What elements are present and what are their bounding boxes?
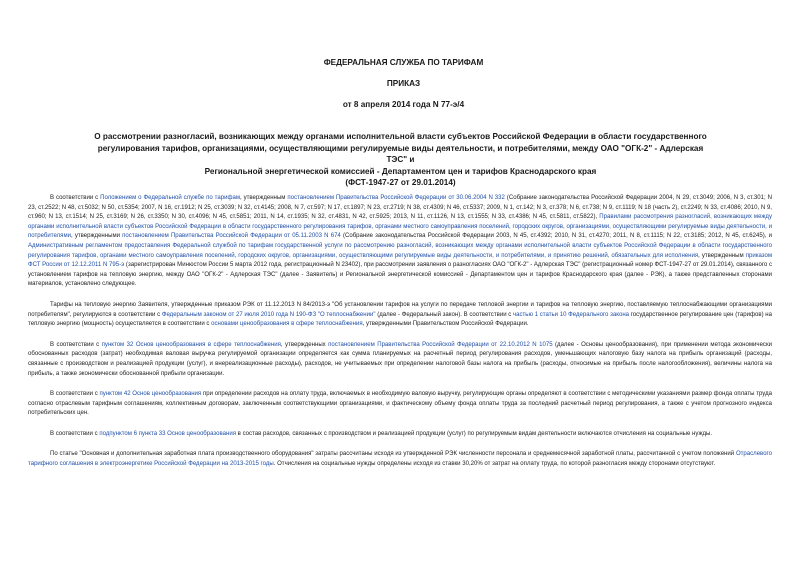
title-line: О рассмотрении разногласий, возникающих между органами исполнительной власти субъектов Российской Федерации в области государственного [94, 132, 707, 141]
text-run: В соответствии с [50, 341, 102, 348]
text-run: , утвержденных [280, 341, 329, 348]
title-line: регулирования тарифов, организациями, осуществляющими регулируемые виды деятельности, и потребителями, между ОАО "ОГК-2" - Адлерская ТЭС" и [97, 143, 704, 165]
link-admin-regulation[interactable]: Административным регламентом предоставления Федеральной службой по тарифам государственной услуги по рассмотрению разногласий, возникающих между органами исполнительной власти субъектов Российской Федерации в области государственного регулирования тарифов, органами местного самоуправления поселений, городских округов, организациями, осуществляющими регулируемые виды деятельности, и потребителями, и принятию решений, обязательных для исполнения [28, 242, 772, 259]
organization-heading: ФЕДЕРАЛЬНАЯ СЛУЖБА ПО ТАРИФАМ [323, 58, 484, 67]
text-run: В соответствии с [50, 195, 101, 201]
paragraph-5 [28, 430, 772, 440]
text-run: , утвержденными Правительством Российской Федерации. [362, 321, 529, 328]
link-subpoint-6-point-33[interactable]: подпунктом 6 пункта 33 Основ ценообразования [99, 430, 236, 437]
link-regulation-fst[interactable]: Положением о Федеральной службе по тарифам [100, 195, 240, 201]
link-order-795[interactable]: приказом ФСТ России от 12.12.2011 N 795-э [28, 252, 773, 269]
paragraph-4 [28, 390, 772, 419]
link-dispute-rules[interactable]: Правилами рассмотрения разногласий, возникающих между органами исполнительной власти субъектов Российской Федерации в области государственного регулирования тарифов, органами местного самоуправления поселений, городских округов, организациями, осуществляющими регулируемые виды деятельности, и потребителями [28, 214, 772, 240]
document-body [28, 194, 772, 481]
text-run: , утвержденным [698, 252, 746, 259]
document-type-heading: ПРИКАЗ [386, 79, 421, 88]
paragraph-1 [28, 194, 772, 290]
text-run: . Отчисления на социальные нужды определены исходя из ставки 30,20% от затрат на оплату труда, по которой разногласия между сторонами отсутствуют. [273, 461, 716, 468]
link-industry-tariff-agreement[interactable]: Отраслевого тарифного соглашения в электроэнергетике Российской Федерации на 2013-2015 годы [28, 451, 772, 468]
paragraph-2 [28, 301, 772, 330]
title-line: Региональной энергетической комиссией - Департаментом цен и тарифов Краснодарского края [204, 166, 597, 176]
title-line: (ФСТ-1947-27 от 29.01.2014) [345, 178, 456, 188]
text-run: По статье "Основная и дополнительная заработная плата производственного оборудования" затраты рассчитаны исходя из утвержденной РЭК численности персонала и среднемесячной заработной платы, рассчитанной с учетом положений [50, 451, 736, 458]
text-run: (Собрание законодательства Российской Федерации 2004, N 29, ст.3049; 2006, N 3, ст.301; N 23, ст.2522; N 48, ст.5032; N 50, ст.5354; 2007, N 16, ст.1912; N 25, ст.3039; N 32, ст.4145; 2008, N 7, ст.597; N 17, ст.1897; N 23, ст.2719; N 38, ст.4309; N 46, ст.5337; 2009, N 1, ст.142; N 3, ст.378; N 6, ст.738; N 9, ст.1119; N 18 (часть 2), ст.2249; N 33, ст.4086; 2010, N 9, ст.960; N 13, ст.1514; N 25, ст.3169; N 26, ст.3350; N 30, ст.4096; N 45, ст.5851; 2011, N 14, ст.1935; N 32, ст.4831, N 42, ст.5925; 2013, N 11, ст.1126, N 13, ст.1555; N 33, ст.4386; N 45, ст.5811, ст.5822), [28, 195, 772, 221]
text-run: , утвержденным [239, 195, 288, 201]
text-run: , утвержденными [70, 233, 123, 240]
text-run: при определении расходов на оплату труда, включаемых в необходимую валовую выручку, регулирующие органы определяют в соответствии с методическими указаниями размер фонда оплаты труда согласно отраслевым тарифным соглашениям, коллективным договорам, заключенным соответствующими организациями, и фактическому объему фонда оплаты труда за последний расчетный период регулирования, а также с учетом прогнозного индекса потребительских цен. [28, 391, 772, 417]
text-run: (далее - Основы ценообразования), при применении метода экономически обоснованных расходов (затрат) необходимая валовая выручка регулируемой организации определяется как сумма планируемых на расчетный период регулирования расходов, уменьшающих налоговую базу налога на прибыль организаций (расходы, связанные с производством и реализацией продукции (услуг), и внереализационные расходы), расходов, не учитываемых при определении налоговой базы налога на прибыль (расходы, относимые на прибыль после налогообложения), величины налога на прибыль, а также экономически обоснованной прибыли организации. [28, 341, 772, 377]
link-article-10[interactable]: частью 1 статьи 10 Федерального закона [513, 311, 630, 318]
paragraph-3 [28, 341, 772, 379]
link-decree-674[interactable]: постановлением Правительства Российской Федерации от 05.11.2003 N 674 [122, 233, 341, 240]
link-pricing-basics[interactable]: основами ценообразования в сфере теплоснабжения [211, 321, 363, 328]
document-date-number: от 8 апреля 2014 года N 77-э/4 [342, 100, 465, 109]
text-run: В соответствии с [50, 391, 100, 398]
text-run: (далее - Федеральный закон). В соответствии с [375, 311, 513, 318]
text-run: в состав расходов, связанных с производством и реализацией продукции (услуг) по регулируемым видам деятельности включаются отчисления на социальные нужды. [236, 430, 713, 437]
text-run: (зарегистрирован Минюстом России 5 марта 2012 года, регистрационный N 23402), при рассмотрении заявления о разногласиях ОАО "ОГК-2" - Адлерская ТЭС" (регистрационный номер ФСТ-1947-27 от 29.01.2014), связанного с установлением тарифов на тепловую энергию, между ОАО "ОГК-2" - Адлерская ТЭС" (далее - Заявитель) и Региональной энергетической комиссией - Департаментом цен и тарифов Краснодарского края (далее - РЭК), а также представленных сторонами материалов, установлено следующее. [28, 262, 772, 288]
paragraph-6 [28, 450, 772, 469]
link-decree-1075[interactable]: постановлением Правительства Российской Федерации от 22.10.2012 N 1075 [328, 341, 553, 348]
text-run: Тарифы на тепловую энергию Заявителя, утвержденные приказом РЭК от 11.12.2013 N 84/2013-э "Об установлении тарифов на услуги по передаче тепловой энергии и тарифов на тепловую энергию, поставляемую теплоснабжающими организациями потребителям", регулируются в соответствии с [28, 301, 772, 318]
text-run: государственное регулирование цен (тарифов) на тепловую энергию (мощность) осуществляется в соответствии с [28, 311, 773, 328]
link-point-42[interactable]: пунктом 42 Основ ценообразования [99, 391, 202, 398]
link-point-32[interactable]: пунктом 32 Основ ценообразования в сфере теплоснабжения [101, 341, 281, 348]
link-decree-332[interactable]: постановлением Правительства Российской Федерации от 30.06.2004 N 332 [287, 195, 505, 201]
link-federal-law-190[interactable]: Федеральным законом от 27 июля 2010 года N 190-ФЗ "О теплоснабжении" [161, 311, 376, 318]
text-run: (Собрание законодательства Российской Федерации 2003, N 45, ст.4392; 2010, N 31, ст.4270; 2011, N 8, ст.1115; N 22, ст.3185; 2012, N 45, ст.6245), и [340, 233, 772, 240]
document-title [90, 131, 711, 189]
text-run: В соответствии с [50, 430, 100, 437]
